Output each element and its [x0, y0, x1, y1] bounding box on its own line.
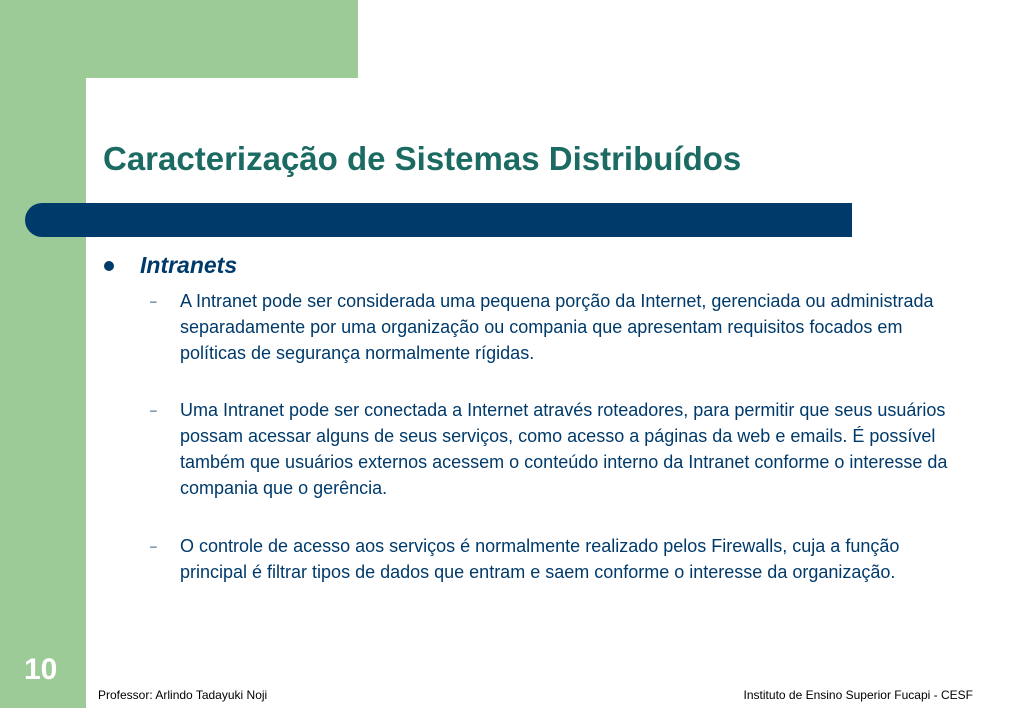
title-underline-bar: [25, 203, 852, 237]
sub-item-text: A Intranet pode ser considerada uma pequena porção da Internet, gerenciada ou administrada separadamente por uma organização ou compania que apresentam requisitos focados em políticas de segurança normalmente rígidas.: [180, 291, 934, 363]
left-green-band: [0, 0, 86, 708]
bullet-dot-icon: [104, 261, 114, 271]
slide-title: Caracterização de Sistemas Distribuídos: [103, 140, 742, 177]
dash-marker: –: [150, 539, 157, 553]
sub-item-1: [150, 288, 950, 366]
bullet-intranets: [104, 252, 237, 279]
sub-item-text: Uma Intranet pode ser conectada a Internet através roteadores, para permitir que seus usuários possam acessar alguns de seus serviços, como acesso a páginas da web e emails. É possível também que usuários externos acessem o conteúdo interno da Intranet conforme o interesse da compania que o gerência.: [180, 400, 948, 498]
page-number: 10: [24, 653, 58, 686]
top-green-band: [0, 0, 358, 78]
sub-item-3: [150, 533, 950, 585]
footer-institution: Instituto de Ensino Superior Fucapi - CESF: [743, 688, 973, 702]
bullet-heading: Intranets: [140, 252, 238, 278]
dash-marker: –: [150, 403, 157, 417]
dash-marker: –: [150, 294, 157, 308]
sub-item-2: [150, 397, 950, 501]
sub-item-text: O controle de acesso aos serviços é normalmente realizado pelos Firewalls, cuja a função principal é filtrar tipos de dados que entram e saem conforme o interesse da organização.: [180, 536, 900, 582]
footer-professor: Professor: Arlindo Tadayuki Noji: [98, 688, 268, 702]
